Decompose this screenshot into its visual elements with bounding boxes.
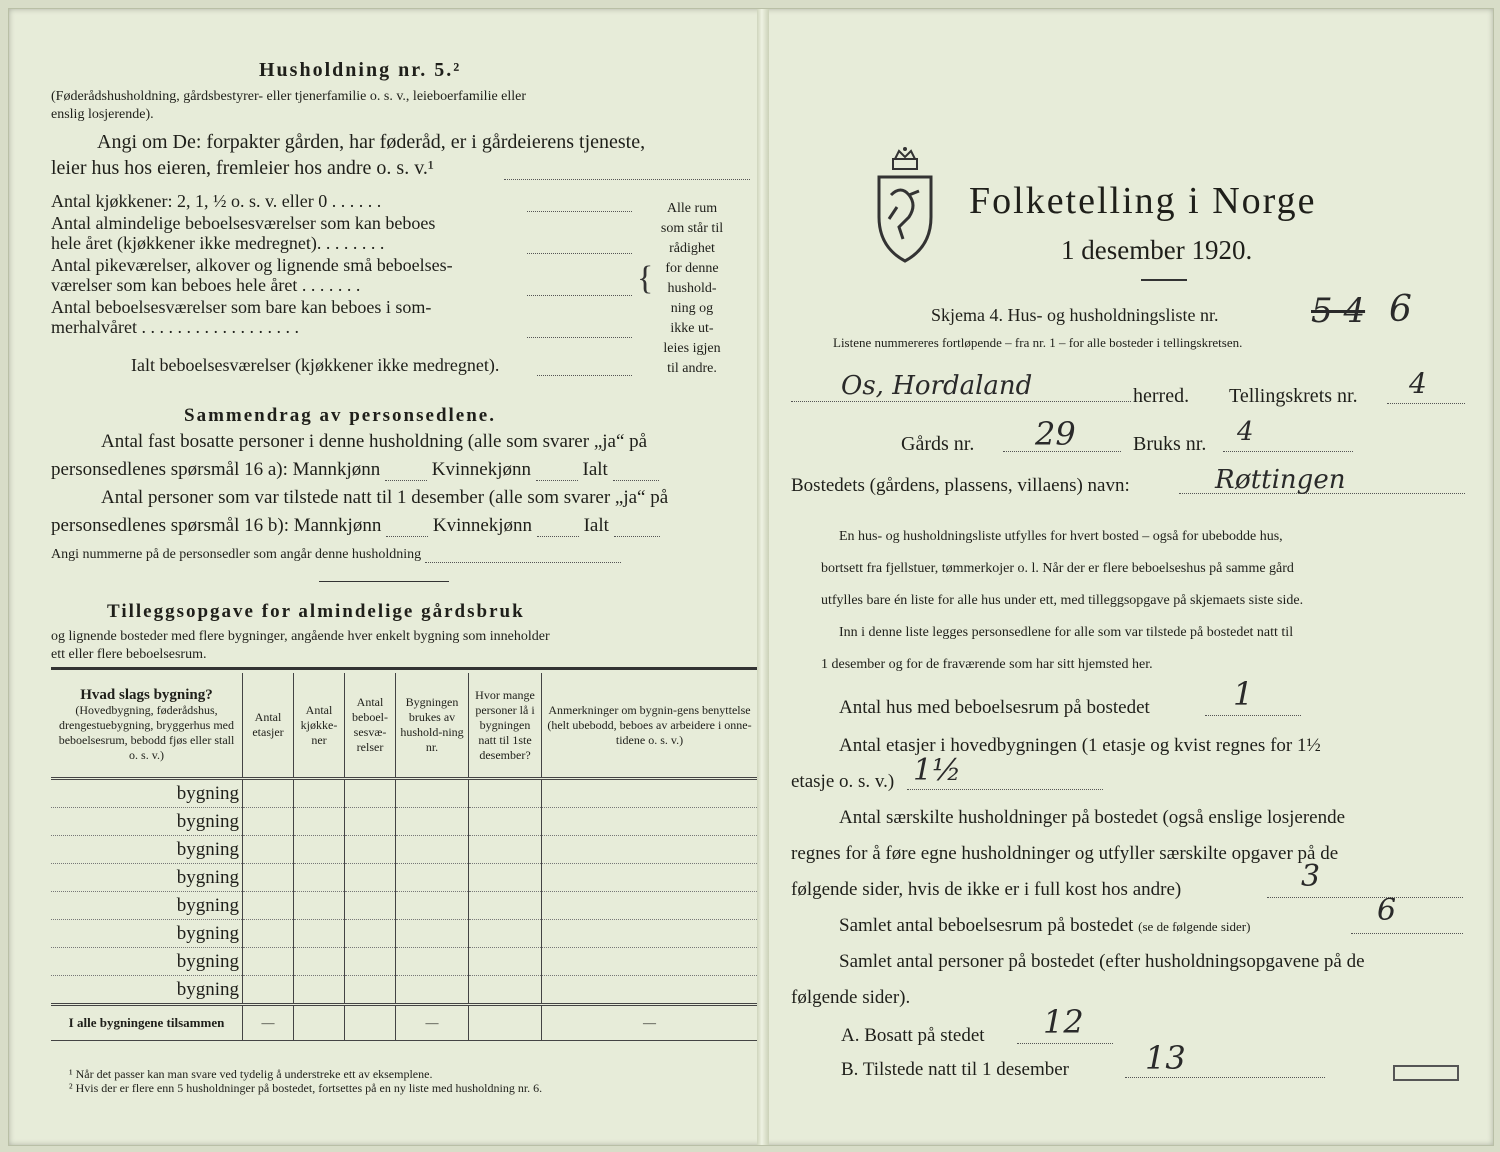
total-label: Ialt (582, 459, 608, 480)
total-remarks: — (542, 1005, 758, 1041)
total-present-field[interactable] (614, 522, 660, 537)
numbers-label-text: Angi nummerne på de personsedler som angår denne husholdning (51, 547, 422, 562)
brace-note-line: for denne (665, 261, 719, 276)
schema-number[interactable]: 6 (1389, 289, 1412, 330)
total-resident-field[interactable] (613, 466, 659, 481)
brace-note-line: rådighet (669, 241, 715, 256)
total-household: — (396, 1005, 469, 1041)
col-building-type-sub: (Hovedbygning, føderådshus, drengestuebygning, bryggerhus med beboelsesrum, bebodd fjøs eller stall o. s. v.) (58, 702, 235, 762)
total-label: Ialt (583, 515, 609, 536)
printer-stamp (1393, 1065, 1459, 1081)
intro-line-1: (Føderådshusholdning, gårdsbestyrer- eller tjenerfamilie o. s. v., leieboerfamilie eller (51, 89, 527, 104)
ask-line-1: Angi om De: forpakter gården, har føderåd, er i gårdeierens tjeneste, (97, 131, 646, 153)
instruction-2b: 1 desember og for de fraværende som har sitt hjemsted her. (821, 657, 1153, 672)
brace-note (657, 199, 727, 379)
female-present-field[interactable] (537, 522, 579, 537)
farm-title: Tilleggsopgave for almindelige gårdsbruk (107, 601, 525, 622)
col-kitchens: Antal kjøkke-ner (294, 673, 345, 779)
total-rooms-place-note: (se de følgende sider) (1138, 919, 1251, 934)
households-label-1: Antal særskilte husholdninger på bostedet (også enslige losjerende (839, 807, 1346, 828)
floors-value: 1½ (913, 753, 962, 788)
kitchens-field[interactable] (527, 195, 632, 212)
col-rooms: Antal beboel-sesvæ-relser (345, 673, 396, 779)
row-label: bygning (51, 948, 243, 976)
col-household: Bygningen brukes av hushold-ning nr. (396, 673, 469, 779)
row-label: bygning (51, 920, 243, 948)
present-label: B. Tilstede natt til 1 desember (841, 1059, 1069, 1080)
summary-line-1b-text: personsedlenes spørsmål 16 a): Mannkjønn (51, 459, 381, 480)
summary-line-2b-text: personsedlenes spørsmål 16 b): Mannkjønn (51, 515, 382, 536)
footnote-2: ² Hvis der er flere enn 5 husholdninger på bostedet, fortsettes på en ny liste med husholdning nr. 6. (69, 1081, 543, 1095)
summary-line-1b (51, 459, 659, 481)
numbers-field[interactable] (425, 550, 621, 563)
table-row[interactable] (51, 976, 757, 1005)
census-title: Folketelling i Norge (969, 180, 1317, 222)
table-total-row (51, 1005, 757, 1041)
houses-label: Antal hus med beboelsesrum på bostedet (839, 697, 1150, 718)
household-title: Husholdning nr. 5.² (259, 59, 462, 81)
farm-number-value: 29 (1035, 415, 1076, 453)
small-rooms-field[interactable] (527, 279, 632, 296)
farm-sub-2: ett eller flere beboelsesrum. (51, 647, 207, 662)
divider (319, 581, 449, 582)
schema-struck-number: 5 4 (1311, 291, 1366, 331)
row-label: bygning (51, 779, 243, 808)
row-label: bygning (51, 864, 243, 892)
row-label: bygning (51, 836, 243, 864)
left-page (39, 9, 752, 1145)
right-page (781, 9, 1471, 1145)
footnote-1: ¹ Når det passer kan man svare ved tydelig å understreke ett av eksemplene. (69, 1067, 433, 1081)
schema-label: Skjema 4. Hus- og husholdningsliste nr. (931, 305, 1219, 325)
total-rooms-place-text: Samlet antal beboelsesrum på bostedet (839, 915, 1134, 936)
summary-line-1a: Antal fast bosatte personer i denne husholdning (alle som svarer „ja“ på (101, 431, 648, 452)
table-row[interactable] (51, 779, 757, 808)
floors-label-1: Antal etasjer i hovedbygningen (1 etasje og kvist regnes for 1½ (839, 735, 1321, 756)
households-field[interactable] (1267, 879, 1463, 898)
brace: { (637, 260, 654, 297)
instruction-2a: Inn i denne liste legges personsedlene for alle som var tilstede på bostedet natt til (839, 625, 1294, 640)
households-label-2: regnes for å føre egne husholdninger og utfyller særskilte opgaver på de (791, 843, 1339, 864)
use-number-value: 4 (1237, 417, 1254, 447)
households-label-3: følgende sider, hvis de ikke er i full kost hos andre) (791, 879, 1182, 900)
total-rooms-place-value: 6 (1377, 893, 1397, 928)
summary-line-2b (51, 515, 660, 537)
table-row[interactable] (51, 948, 757, 976)
col-building-type (51, 673, 243, 779)
row-label: bygning (51, 892, 243, 920)
row-label: bygning (51, 808, 243, 836)
use-number-label: Bruks nr. (1133, 433, 1207, 455)
rooms-label-a: Antal almindelige beboelsesværelser som kan beboes (51, 213, 436, 233)
brace-note-line: til andre. (667, 361, 717, 376)
kitchens-label: Antal kjøkkener: 2, 1, ½ o. s. v. eller 0 . . . . . . (51, 191, 382, 211)
houses-value: 1 (1233, 675, 1254, 713)
brace-note-line: som står til (660, 221, 724, 236)
herred-value: Os, Hordaland (841, 371, 1033, 401)
list-note: Listene nummereres fortløpende – fra nr. 1 – for alle bosteder i tellingskretsen. (833, 335, 1243, 350)
summer-rooms-field[interactable] (527, 321, 632, 338)
instruction-1a: En hus- og husholdningsliste utfylles for hvert bosted – også for ubebodde hus, (839, 529, 1283, 544)
table-row[interactable] (51, 808, 757, 836)
summer-rooms-label-b: merhalvåret . . . . . . . . . . . . . . . . . . (51, 317, 299, 337)
building-table (51, 673, 757, 1041)
brace-note-line: leies igjen (663, 341, 721, 356)
col-floors: Antal etasjer (243, 673, 294, 779)
male-resident-field[interactable] (385, 466, 427, 481)
ask-line-2: leier hus hos eieren, fremleier hos andre o. s. v.¹ (51, 157, 434, 179)
total-rooms-field[interactable] (537, 359, 632, 376)
households-value: 3 (1301, 859, 1321, 894)
col-persons: Hvor mange personer lå i bygningen natt til 1ste desember? (469, 673, 542, 779)
small-rooms-label-a: Antal pikeværelser, alkover og lignende små beboelses- (51, 255, 453, 275)
table-row[interactable] (51, 836, 757, 864)
brace-note-line: ning og (670, 301, 714, 316)
district-value: 4 (1409, 367, 1427, 400)
rooms-field[interactable] (527, 237, 632, 254)
page-fold (757, 9, 769, 1145)
total-row-label: I alle bygningene tilsammen (51, 1005, 243, 1041)
intro-line-2: enslig losjerende). (51, 107, 154, 122)
place-name-label: Bostedets (gårdens, plassens, villaens) navn: (791, 475, 1130, 496)
female-label: Kvinnekjønn (432, 515, 533, 536)
instruction-1c: utfylles bare én liste for alle hus under ett, med tilleggsopgave på skjemaets siste side. (821, 593, 1304, 608)
tenure-field[interactable] (504, 159, 750, 180)
table-row[interactable] (51, 892, 757, 920)
district-label: Tellingskrets nr. (1229, 385, 1358, 407)
brace-note-line: ikke ut- (670, 321, 714, 336)
date-rule (1141, 279, 1187, 281)
table-row[interactable] (51, 864, 757, 892)
male-present-field[interactable] (386, 522, 428, 537)
female-resident-field[interactable] (536, 466, 578, 481)
female-label: Kvinnekjønn (431, 459, 531, 480)
place-name-value: Røttingen (1215, 465, 1346, 495)
col-building-type-title: Hvad slags bygning? (80, 686, 213, 703)
farm-sub-1: og lignende bosteder med flere bygninger, angående hver enkelt bygning som inneholder (51, 629, 550, 644)
farm-number-label: Gårds nr. (901, 433, 975, 455)
total-rooms-place-label (839, 915, 1250, 937)
instruction-1b: bortsett fra fjellstuer, tømmerkojer o. l. Når der er flere beboelseshus på samme gård (821, 561, 1294, 576)
col-remarks: Anmerkninger om bygnin-gens benyttelse (helt ubebodd, beboes av arbeidere i onne-tidene o. s. v.) (542, 673, 758, 779)
coat-of-arms-icon (873, 147, 937, 265)
small-rooms-label-b: værelser som kan beboes hele året . . . . . . . (51, 275, 361, 295)
persons-label-2: følgende sider). (791, 987, 911, 1008)
census-date: 1 desember 1920. (1061, 235, 1253, 265)
resident-label: A. Bosatt på stedet (841, 1025, 985, 1046)
total-rooms-place-field[interactable] (1351, 915, 1463, 934)
summer-rooms-label-a: Antal beboelsesværelser som bare kan beboes i som- (51, 297, 432, 317)
table-top-rule (51, 667, 757, 670)
present-value: 13 (1145, 1039, 1186, 1077)
numbers-label (51, 547, 621, 563)
summary-title: Sammendrag av personsedlene. (184, 405, 496, 426)
table-row[interactable] (51, 920, 757, 948)
total-floors: — (243, 1005, 294, 1041)
floors-label-2: etasje o. s. v.) (791, 771, 895, 792)
summary-line-2a: Antal personer som var tilstede natt til 1 desember (alle som svarer „ja“ på (101, 487, 669, 508)
census-sheet (8, 8, 1494, 1146)
persons-label-1: Samlet antal personer på bostedet (efter husholdningsopgavene på de (839, 951, 1365, 972)
rooms-label-b: hele året (kjøkkener ikke medregnet). . . . . . . . (51, 233, 385, 253)
brace-note-line: hushold- (667, 281, 717, 296)
total-rooms-label: Ialt beboelsesværelser (kjøkkener ikke medregnet). (131, 355, 500, 375)
resident-value: 12 (1043, 1003, 1084, 1041)
herred-label: herred. (1133, 385, 1190, 407)
brace-note-line: Alle rum (666, 201, 718, 216)
row-label: bygning (51, 976, 243, 1005)
